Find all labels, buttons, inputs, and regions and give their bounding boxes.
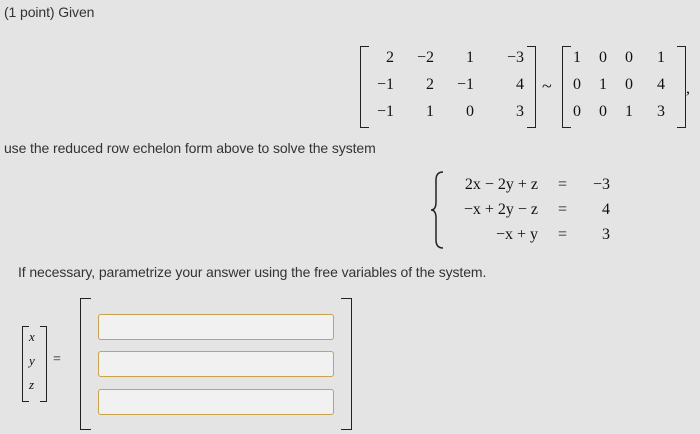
matrix-a-cell: −2	[416, 49, 434, 66]
equation-rhs: 4	[602, 201, 610, 218]
equation-lhs: −x + y	[495, 226, 538, 243]
equation-system	[430, 170, 630, 250]
matrix-rref-cell: 1	[657, 49, 665, 66]
matrix-rref	[560, 44, 686, 128]
matrix-rref-cell: 3	[657, 103, 665, 120]
matrix-a-right-bracket	[527, 46, 536, 128]
matrix-a-cell: 2	[386, 49, 394, 66]
matrix-rref-cell: 0	[599, 49, 607, 66]
variable-x: x	[29, 329, 35, 344]
equation-lhs: −x + 2y − z	[463, 201, 538, 218]
matrix-rref-cell: 4	[657, 76, 665, 93]
row-equivalence-symbol: ~	[542, 76, 552, 96]
answer-left-bracket	[80, 298, 91, 430]
variable-vector-right-bracket	[40, 326, 47, 402]
matrix-a-cell: −1	[376, 76, 394, 93]
y-answer-input[interactable]	[98, 351, 334, 377]
variable-vector	[18, 326, 68, 402]
matrix-rref-cell: 0	[573, 76, 581, 93]
variable-z: z	[29, 377, 35, 392]
equation-equals: =	[558, 176, 568, 193]
matrix-a-cell: −1	[456, 76, 474, 93]
matrix-rref-cell: 0	[599, 103, 607, 120]
matrix-a-cell: 4	[516, 76, 524, 93]
matrix-a-cell: −1	[376, 103, 394, 120]
matrix-rref-cell: 0	[625, 76, 633, 93]
matrix-rref-cell: 1	[625, 103, 633, 120]
equation-lhs: 2x − 2y + z	[464, 176, 538, 193]
matrix-a-cell: 2	[426, 76, 434, 93]
equation-rhs: −3	[592, 176, 610, 193]
equation-equals: =	[558, 201, 568, 218]
points-label: (1 point) Given	[4, 4, 95, 20]
matrix-rref-cell: 0	[573, 103, 581, 120]
matrix-rref-comma: ,	[686, 80, 690, 97]
matrix-a-cell: −3	[506, 49, 524, 66]
matrix-rref-cell: 0	[625, 49, 633, 66]
matrix-a	[352, 44, 538, 128]
instruction-text: use the reduced row echelon form above to solve the system	[4, 140, 376, 156]
parametrize-instruction: If necessary, parametrize your answer using the free variables of the system.	[18, 264, 487, 280]
equals-sign: =	[53, 352, 61, 367]
equation-rhs: 3	[602, 226, 610, 243]
matrix-a-cell: 3	[516, 103, 524, 120]
left-brace	[430, 170, 446, 250]
equation-equals: =	[558, 226, 568, 243]
x-answer-input[interactable]	[98, 314, 334, 340]
matrix-rref-cell: 1	[573, 49, 581, 66]
z-answer-input[interactable]	[98, 389, 334, 415]
variable-y: y	[29, 353, 35, 368]
variable-vector-left-bracket	[22, 326, 29, 402]
matrix-a-cell: 0	[466, 103, 474, 120]
matrix-rref-right-bracket	[677, 46, 686, 128]
matrix-a-cell: 1	[426, 103, 434, 120]
matrix-rref-cell: 1	[599, 76, 607, 93]
matrix-a-cell: 1	[466, 49, 474, 66]
answer-right-bracket	[341, 298, 352, 430]
